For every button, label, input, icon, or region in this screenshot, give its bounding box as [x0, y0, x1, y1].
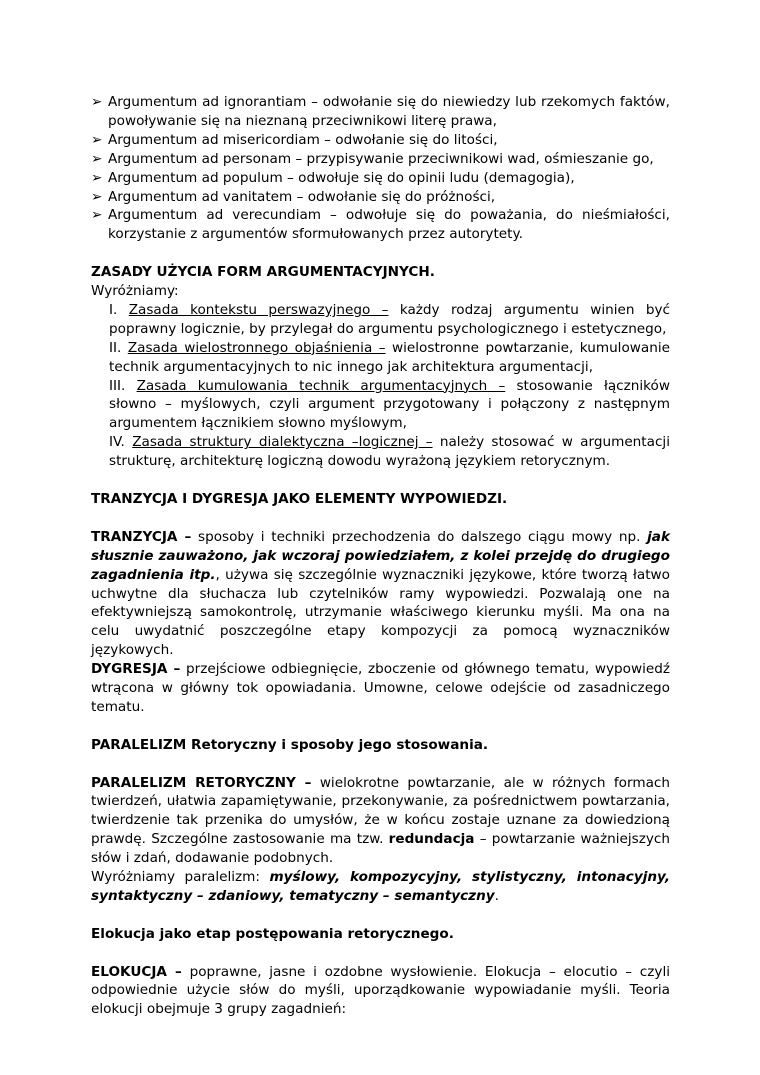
argument-list	[91, 93, 670, 244]
list-item: ➢ Argumentum ad ignorantiam – odwołanie się do niewiedzy lub rzekomych faktów, powoływanie się na nieznaną przeciwnikowi literę prawa,	[91, 94, 670, 129]
list-item: II. Zasada wielostronnego objaśnienia – wielostronne powtarzanie, kumulowanie technik argumentacyjnych to nic innego jak architektura argumentacji,	[109, 339, 670, 375]
list-item: III. Zasada kumulowania technik argumentacyjnych – stosowanie łączników słowno – myślowych, czyli argument przygotowany i połączony z następnym argumentem łącznikiem słowno myślowym,	[109, 377, 670, 432]
section-heading-elokucja: Elokucja jako etap postępowania retorycznego.	[91, 925, 454, 942]
section-heading-tranzycja: TRANZYCJA I DYGRESJA JAKO ELEMENTY WYPOWIEDZI.	[91, 491, 508, 507]
document-content	[91, 93, 670, 1019]
section-heading-zasady: ZASADY UŻYCIA FORM ARGUMENTACYJNYCH.	[91, 264, 435, 281]
arrow-bullet-icon: ➢	[91, 169, 103, 186]
list-item: ➢ Argumentum ad verecundiam – odwołuje się do poważania, do nieśmiałości, korzystanie z argumentów sformułowanych przez autorytety.	[91, 207, 670, 243]
paragraph-dygresja: DYGRESJA – przejściowe odbiegnięcie, zboczenie od głównego tematu, wypowiedź wtrącona w główny tok opowiadania. Umowne, celowe odejście od zasadniczego tematu.	[91, 661, 670, 715]
paragraph-elokucja: ELOKUCJA – poprawne, jasne i ozdobne wysłowienie. Elokucja – elocutio – czyli odpowiednie użycie słów do myśli, uporządkowanie wypowiadanie myśli. Teoria elokucji obejmuje 3 grupy zagadnień:	[91, 963, 671, 1018]
intro-text: Wyróżniamy:	[91, 283, 179, 300]
roman-list	[109, 301, 670, 471]
arrow-bullet-icon: ➢	[91, 94, 103, 110]
section-heading-paralelizm: PARALELIZM Retoryczny i sposoby jego stosowania.	[91, 736, 489, 753]
paragraph-paralelizm: PARALELIZM RETORYCZNY – wielokrotne powtarzanie, ale w różnych formach twierdzeń, ułatwia zapamiętywanie, przekonywanie, za pośrednictwem powtarzania, twierdzenie tak przenika do umysłów, że w końcu zostaje uznane za dowiedzioną prawdę. Szczególne zastosowanie ma tzw. redundacja – powtarzanie ważniejszych słów i zdań, dodawanie podobnych.	[91, 774, 670, 867]
arrow-bullet-icon: ➢	[91, 188, 103, 205]
arrow-bullet-icon: ➢	[91, 150, 103, 167]
list-item: ➢ Argumentum ad populum – odwołuje się do opinii ludu (demagogia),	[91, 169, 575, 186]
list-item: IV. Zasada struktury dialektyczna –logicznej – należy stosować w argumentacji strukturę, architekturę logiczną dowodu wyrażoną językiem retorycznym.	[109, 434, 670, 470]
list-item: ➢ Argumentum ad personam – przypisywanie przeciwnikowi wad, ośmieszanie go,	[91, 150, 654, 167]
arrow-bullet-icon: ➢	[91, 131, 103, 148]
list-item: I. Zasada kontekstu perswazyjnego – każdy rodzaj argumentu winien być poprawny logicznie, by przylegał do argumentu psychologicznego i estetycznego,	[109, 301, 670, 337]
paragraph-tranzycja: TRANZYCJA – sposoby i techniki przechodzenia do dalszego ciągu mowy np. jak słusznie zauważono, jak wczoraj powiedziałem, z kolei przejdę do drugiego zagadnienia itp., używa się szczególnie wyznaczniki językowe, które tworzą łatwo uchwytne dla słuchacza lub czytelników ramy wypowiedzi. Pozwalają one na efektywniejszą samokontrolę, utrzymanie właściwego kierunku myśli. Ma ona na celu uwydatnić poszczególne etapy kompozycji za pomocą wyznaczników językowych.	[91, 528, 671, 659]
list-item: ➢ Argumentum ad vanitatem – odwołanie się do próżności,	[91, 188, 496, 205]
list-item: ➢ Argumentum ad misericordiam – odwołanie się do litości,	[91, 131, 498, 148]
arrow-bullet-icon: ➢	[91, 207, 103, 224]
paragraph-paralelizm-types: Wyróżniamy paralelizm: myślowy, kompozycyjny, stylistyczny, intonacyjny, syntaktyczny – zdaniowy, tematyczny – semantyczny.	[91, 869, 671, 904]
